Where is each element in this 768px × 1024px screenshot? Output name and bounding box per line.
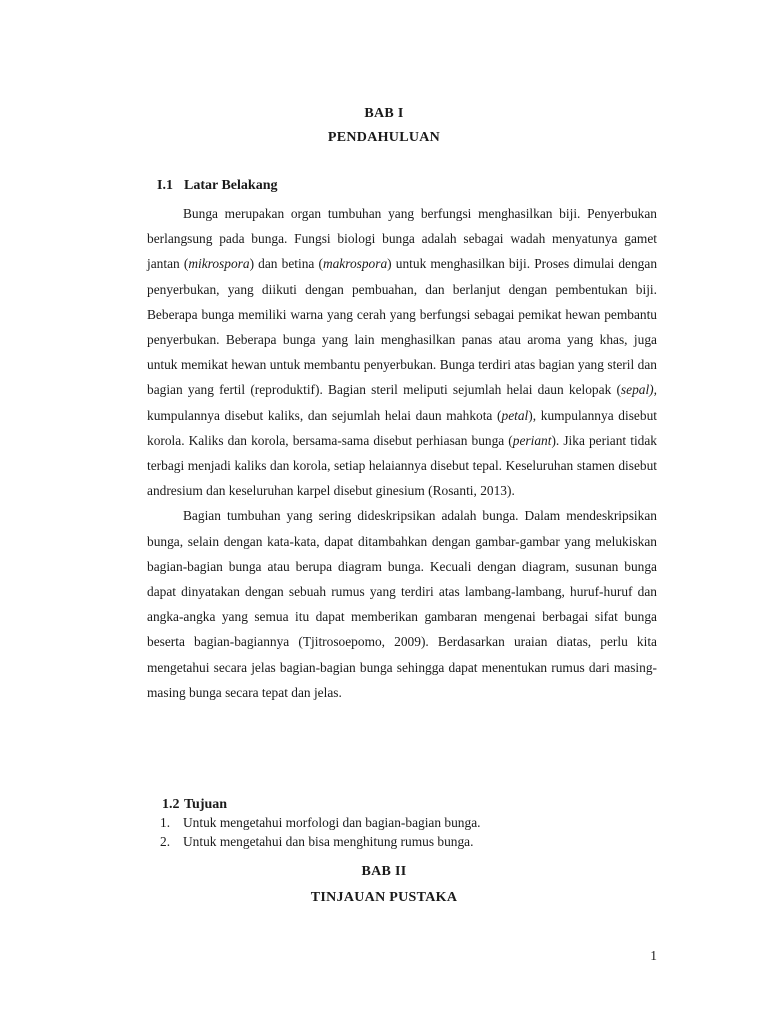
list-item [160, 832, 660, 851]
list-marker: 2. [160, 834, 171, 849]
chapter-2-label: BAB II [361, 864, 407, 879]
chapter-1-label: BAB I [364, 106, 404, 121]
objectives-list [160, 813, 660, 851]
chapter-2-title: TINJAUAN PUSTAKA [310, 890, 458, 905]
term-periant: periant [512, 432, 552, 448]
term-makrospora: makrospora [322, 256, 388, 272]
term-petal: petal [501, 407, 529, 423]
paragraph-1 [147, 201, 657, 503]
paragraph-1-part-5: ), kumpulannya disebut korola. Kaliks dan korola, bersama-sama disebut perhiasan bunga ( [147, 407, 657, 448]
section-1-2-title: Tujuan [184, 797, 228, 812]
list-item [160, 813, 660, 832]
list-item-text: Untuk mengetahui dan bisa menghitung rumus bunga. [183, 834, 474, 849]
section-1-1-title: Latar Belakang [184, 178, 278, 193]
paragraph-1-part-1: Bunga merupakan organ tumbuhan yang berfungsi menghasilkan biji. Penyerbukan berlangsung pada bunga. Fungsi biologi bunga adalah sebagai wadah menyatunya gamet jantan ( [147, 206, 657, 272]
section-1-1-heading [157, 178, 277, 194]
list-marker: 1. [160, 815, 171, 830]
chapter-1-title: PENDAHULUAN [327, 130, 441, 145]
background-text [147, 201, 657, 705]
paragraph-1-part-2: ) dan betina ( [249, 256, 323, 272]
term-sepal: sepal), [620, 382, 657, 398]
list-item-text: Untuk mengetahui morfologi dan bagian-bagian bunga. [183, 815, 481, 830]
section-1-2-number: 1.2 [162, 797, 180, 812]
paragraph-1-part-6: ). Jika periant tidak terbagi menjadi kaliks dan korola, setiap helaiannya disebut tepal. Keseluruhan stamen disebut andresium dan keseluruhan karpel disebut ginesium (Rosanti, 2013). [147, 432, 658, 499]
section-1-1-number: I.1 [157, 178, 173, 193]
paragraph-2: Bagian tumbuhan yang sering dideskripsikan adalah bunga. Dalam mendeskripsikan bunga, selain dengan kata-kata, dapat ditambahkan dengan gambar-gambar yang melukiskan bagian-bagian bunga atau berupa diagram bunga. Kecuali dengan diagram, susunan bunga dapat dinyatakan dengan sebuah rumus yang terdiri atas lambang-lambang, huruf-huruf dan angka-angka yang semua itu dapat memberikan gambaran mengenai berbagai sifat bunga beserta bagian-bagiannya (Tjitrosoepomo, 2009). Berdasarkan uraian diatas, perlu kita mengetahui secara jelas bagian-bagian bunga sehingga dapat menentukan rumus dari masing-masing bunga secara tepat dan jelas. [147, 508, 657, 700]
page-number: 1 [650, 948, 657, 963]
term-mikrospora: mikrospora [188, 256, 250, 272]
paragraph-1-part-4: kumpulannya disebut kaliks, dan sejumlah helai daun mahkota ( [147, 407, 502, 423]
paragraph-1-part-3: ) untuk menghasilkan biji. Proses dimulai dengan penyerbukan, yang diikuti dengan pembuahan, dan berlanjut dengan pembentukan biji. Beberapa bunga memiliki warna yang cerah yang berfungsi sebagai pemikat hewan pembantu penyerbukan. Beberapa bunga yang lain menghasilkan panas atau aroma yang khas, juga untuk memikat hewan untuk membantu penyerbukan. Bunga terdiri atas bagian yang steril dan bagian yang fertil (reproduktif). Bagian steril meliputi sejumlah helai daun kelopak ( [147, 256, 658, 398]
section-1-2-heading [162, 797, 227, 813]
